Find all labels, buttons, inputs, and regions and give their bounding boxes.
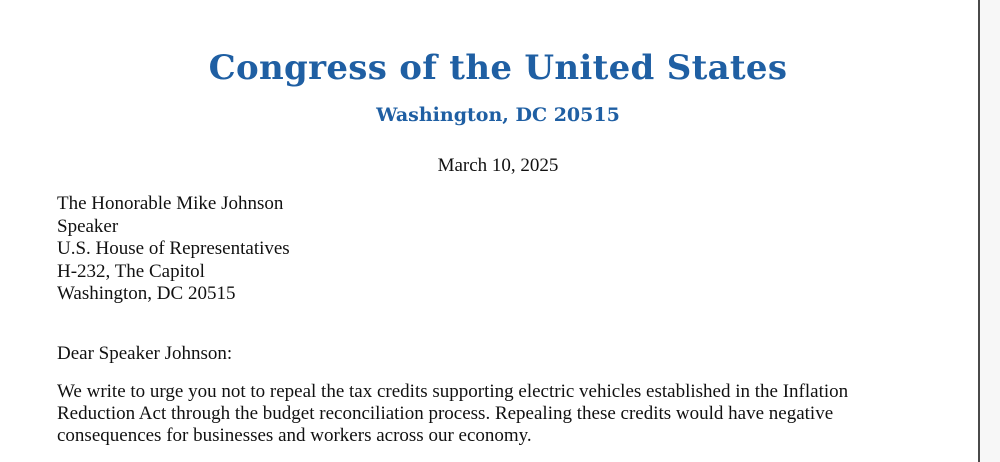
body-line: consequences for businesses and workers across our economy. [57,425,532,446]
viewer-gutter [980,0,1000,462]
recipient-address-block [57,193,290,306]
letter-date: March 10, 2025 [437,155,559,176]
salutation: Dear Speaker Johnson: [57,343,233,364]
recipient-city: Washington, DC 20515 [57,283,236,304]
recipient-title: Speaker [57,215,119,237]
letterhead-title: Congress of the United States [208,48,788,88]
body-line: Reduction Act through the budget reconciliation process. Repealing these credits would have negative [57,403,834,424]
letterhead-address: Washington, DC 20515 [376,104,620,126]
recipient-office: H-232, The Capitol [57,260,205,282]
recipient-name: The Honorable Mike Johnson [57,193,284,214]
recipient-organization: U.S. House of Representatives [57,238,290,259]
body-line: We write to urge you not to repeal the tax credits supporting electric vehicles established in the Inflation [57,381,849,402]
body-paragraph [57,381,848,447]
